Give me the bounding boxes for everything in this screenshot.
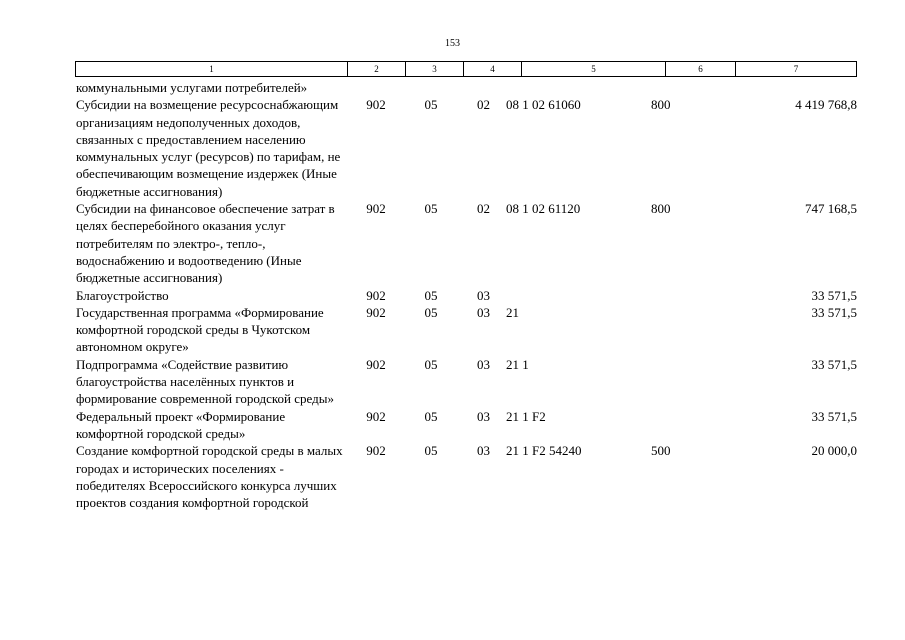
row-name: Подпрограмма «Содействие развитию благоустройства населённых пунктов и формирование современной городской среды» <box>76 356 334 407</box>
row-name: Благоустройство <box>76 287 169 303</box>
row-vr <box>651 356 741 408</box>
row-sum: 33 571,5 <box>811 287 857 303</box>
column-header: 4 <box>464 62 522 77</box>
row-csr: 08 1 02 61060 <box>506 97 581 113</box>
row-sum: 33 571,5 <box>811 408 857 424</box>
row-sum: 33 571,5 <box>811 356 857 372</box>
column-header: 3 <box>406 62 464 77</box>
row-csr: 21 1 F2 <box>506 408 546 424</box>
row-csr: 21 <box>506 304 519 320</box>
row-vr: 500 <box>651 443 671 459</box>
table-row <box>75 79 856 96</box>
row-rz: 05 <box>424 356 438 372</box>
row-csr: 21 1 F2 54240 <box>506 443 582 459</box>
row-grbs: 902 <box>366 287 386 303</box>
row-name: Субсидии на возмещение ресурсоснабжающим организациям недополученных доходов, связанных с предоставлением населению коммунальных услуг (ресурсов) по тарифам, не обеспечивающим возмещение издержек (Иные бюджетные ассигнования) <box>76 97 341 199</box>
table-row <box>75 96 856 200</box>
table-row <box>75 287 856 304</box>
row-grbs: 902 <box>366 443 386 459</box>
column-header: 1 <box>76 62 348 77</box>
row-pr: 02 <box>477 97 490 113</box>
row-grbs: 902 <box>366 408 386 424</box>
row-grbs: 902 <box>366 356 386 372</box>
row-name: Создание комфортной городской среды в малых городах и исторических поселениях - победителях Всероссийского конкурса лучших проектов создания комфортной городской <box>76 443 343 511</box>
table-row <box>75 442 856 511</box>
table-row <box>75 304 856 356</box>
table-row <box>75 356 856 408</box>
row-pr: 02 <box>477 201 490 217</box>
row-rz: 05 <box>424 443 438 459</box>
row-vr <box>651 408 741 443</box>
row-grbs: 902 <box>366 304 386 320</box>
row-rz: 05 <box>424 408 438 424</box>
row-rz: 05 <box>424 97 438 113</box>
row-rz <box>401 79 461 96</box>
row-pr: 03 <box>477 443 490 459</box>
row-csr: 21 1 <box>506 356 529 372</box>
row-pr: 03 <box>477 356 490 372</box>
row-vr: 800 <box>651 201 671 217</box>
row-vr <box>651 79 741 96</box>
row-vr <box>651 287 741 304</box>
row-csr: 08 1 02 61120 <box>506 201 581 217</box>
row-sum: 33 571,5 <box>811 304 857 320</box>
row-sum: 20 000,0 <box>811 443 857 459</box>
row-rz: 05 <box>424 304 438 320</box>
row-name: Федеральный проект «Формирование комфортной городской среды» <box>76 408 286 441</box>
row-pr: 03 <box>477 287 490 303</box>
row-pr <box>461 79 506 96</box>
row-csr <box>506 79 651 96</box>
row-grbs: 902 <box>366 201 386 217</box>
page-number: 153 <box>445 38 460 49</box>
row-pr: 03 <box>477 408 490 424</box>
table-row <box>75 408 856 443</box>
row-name: коммунальными услугами потребителей» <box>76 80 308 95</box>
column-header: 7 <box>736 62 857 77</box>
column-header: 6 <box>666 62 736 77</box>
row-rz: 05 <box>424 287 438 303</box>
row-grbs <box>351 79 401 96</box>
budget-table-body <box>75 79 856 511</box>
column-header: 5 <box>522 62 666 77</box>
table-row <box>75 200 856 286</box>
row-pr: 03 <box>477 304 490 320</box>
row-vr <box>651 304 741 356</box>
column-header: 2 <box>348 62 406 77</box>
row-rz: 05 <box>424 201 438 217</box>
row-grbs: 902 <box>366 97 386 113</box>
row-sum <box>741 79 857 96</box>
row-vr: 800 <box>651 97 671 113</box>
row-name: Субсидии на финансовое обеспечение затрат в целях бесперебойного оказания услуг потребителям по электро-, тепло-, водоснабжению и водоотведению (Иные бюджетные ассигнования) <box>76 201 335 286</box>
row-sum: 4 419 768,8 <box>795 97 857 113</box>
row-sum: 747 168,5 <box>805 201 857 217</box>
row-csr <box>506 287 651 304</box>
column-header-row <box>75 61 857 77</box>
row-name: Государственная программа «Формирование комфортной городской среды в Чукотском автономном округе» <box>76 304 324 355</box>
